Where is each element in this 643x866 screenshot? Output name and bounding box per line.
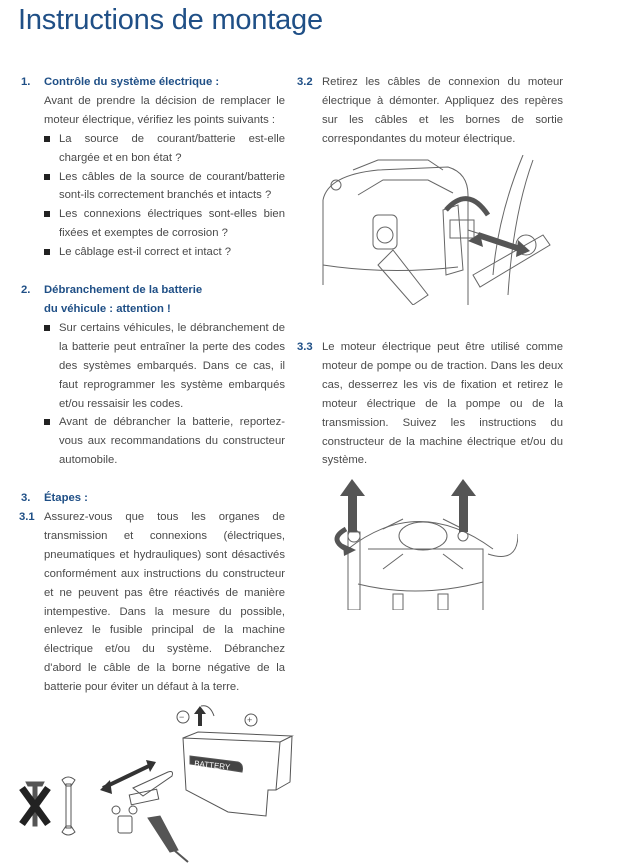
section-1-heading — [19, 73, 285, 92]
step-3-2 — [297, 73, 563, 149]
brush-icon — [100, 760, 173, 805]
step-number: 3.3 — [297, 341, 313, 353]
minus-symbol: − — [179, 712, 185, 722]
section-1-bullet-list — [19, 130, 285, 262]
step-text: Retirez les câbles de connexion du moteur électrique à démonter. Appliquez des repères sur les câbles et les bornes de sortie correspondantes du moteur électrique. — [322, 76, 563, 145]
step-number: 3.1 — [19, 511, 35, 524]
section-2-title-line-1: Débranchement de la batterie — [44, 284, 203, 297]
section-1-number: 1. — [21, 76, 31, 88]
right-column-lower — [297, 338, 563, 470]
cable-clamp-icon — [148, 816, 188, 862]
page-title: Instructions de montage — [18, 4, 323, 36]
section-2-title-line-2: du véhicule : attention ! — [44, 302, 171, 315]
plus-symbol: + — [247, 715, 253, 725]
right-column — [297, 73, 563, 149]
section-2-bullet-list — [19, 319, 285, 470]
battery-tools-illustration — [18, 700, 318, 866]
section-3-heading — [19, 489, 285, 508]
motor-terminal-illustration — [318, 155, 558, 305]
battery-label: BATTERY — [193, 759, 231, 772]
section-3-number: 3. — [21, 492, 31, 505]
list-item: Les câbles de la source de courant/batterie sont-ils correctement branchés et intacts ? — [59, 168, 285, 206]
battery-icon — [177, 706, 292, 816]
list-item: Sur certains véhicules, le débranchement de la batterie peut entraîner la perte des codes des systèmes embarqués. Dans ce cas, il faut reprogrammer les système embarqués et/ou ressaisir les codes. — [59, 319, 285, 414]
section-2-number: 2. — [21, 284, 31, 297]
list-item: Les connexions électriques sont-elles bien fixées et exemptes de corrosion ? — [59, 205, 285, 243]
section-2-heading — [19, 281, 285, 319]
left-column — [19, 73, 285, 697]
list-item: La source de courant/batterie est-elle chargée et en bon état ? — [59, 130, 285, 168]
wrench-icon — [62, 777, 75, 835]
step-text: Le moteur électrique peut être utilisé comme moteur de pompe ou de traction. Dans les deux cas, desserrez les vis de fixation et retirez le moteur électrique de la pompe ou de la transmission. Suivez les instructions du constructeur de la machine électrique et/ou du système. — [322, 341, 563, 467]
section-3-title: Étapes : — [44, 492, 88, 505]
motor-removal-illustration — [328, 474, 518, 610]
section-1-intro: Avant de prendre la décision de remplacer le moteur électrique, vérifiez les points suivants : — [44, 94, 285, 126]
cell-icon — [112, 806, 137, 833]
list-item: Le câblage est-il correct et intact ? — [59, 243, 285, 262]
hammer-crossed-icon — [22, 782, 48, 826]
step-3-3 — [297, 338, 563, 470]
section-1-title: Contrôle du système électrique : — [44, 76, 220, 88]
step-text: Assurez-vous que tous les organes de transmission et connexions (électriques, pneumatiques et hydrauliques) sont désactivés conformément aux instructions du constructeur et ne peuvent pas être réactivés de manière intempestive. Dans la mesure du possible, enlevez le fusible principal de la machine électrique et/ou du système. Débranchez d'abord le câble de la borne négative de la batterie pour éviter un défaut à la terre. — [44, 511, 285, 694]
step-3-1 — [19, 508, 285, 697]
list-item: Avant de débrancher la batterie, reportez-vous aux recommandations du constructeur automobile. — [59, 413, 285, 470]
step-number: 3.2 — [297, 76, 313, 88]
